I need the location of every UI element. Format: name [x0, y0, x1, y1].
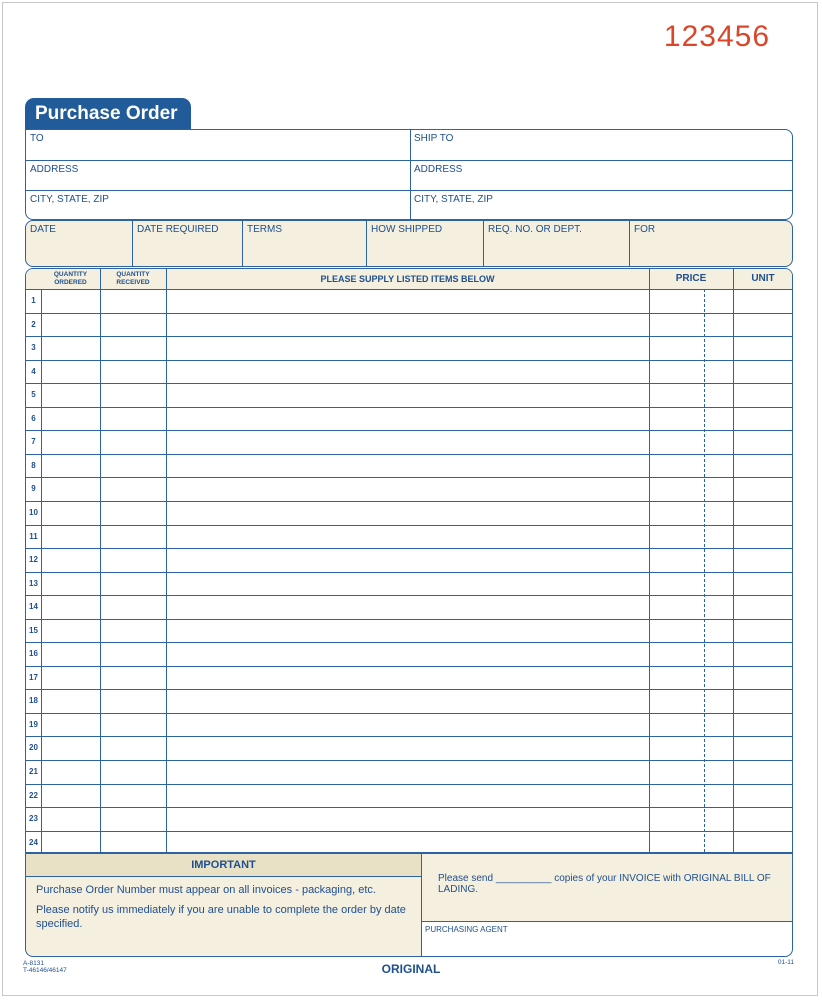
city-state-zip-field[interactable]: CITY, STATE, ZIP: [26, 190, 410, 220]
row-divider: [26, 689, 792, 690]
row-divider: [26, 313, 792, 314]
qty-ordered-header: QUANTITY ORDERED: [53, 271, 88, 286]
row-divider: [26, 430, 792, 431]
for-field[interactable]: FOR: [634, 224, 656, 235]
how-shipped-field[interactable]: HOW SHIPPED: [367, 221, 484, 266]
row-number: 8: [31, 460, 36, 470]
row-number: 1: [31, 296, 36, 305]
important-box: [25, 853, 422, 957]
column-divider: [100, 269, 101, 852]
invoice-instructions-box: [421, 853, 793, 957]
description-header: PLEASE SUPPLY LISTED ITEMS BELOW: [320, 274, 495, 284]
row-divider: [26, 477, 792, 478]
row-number: 23: [29, 814, 38, 824]
column-divider: [166, 269, 167, 852]
row-number: 9: [31, 484, 36, 494]
row-number: 18: [29, 696, 38, 706]
row-divider: [26, 501, 792, 502]
date-required-field[interactable]: DATE REQUIRED: [133, 221, 243, 266]
date-field[interactable]: DATE: [26, 221, 133, 266]
important-heading: IMPORTANT: [26, 853, 421, 877]
row-number: 21: [29, 767, 38, 776]
row-number: 12: [29, 555, 38, 565]
row-divider: [26, 383, 792, 384]
row-divider: [26, 784, 792, 785]
address-field[interactable]: ADDRESS: [26, 160, 410, 190]
terms-field[interactable]: TERMS: [243, 221, 367, 266]
row-divider: [26, 713, 792, 714]
address-block: [25, 129, 793, 220]
row-divider: [26, 619, 792, 620]
row-number: 2: [31, 319, 36, 329]
ship-city-state-zip-field[interactable]: CITY, STATE, ZIP: [410, 190, 792, 220]
row-divider: [26, 360, 792, 361]
ship-to-column: [410, 130, 792, 219]
row-number: 24: [29, 837, 38, 847]
row-number: 22: [29, 790, 38, 800]
important-note-2: Please notify us immediately if you are unable to complete the order by date specified.: [36, 904, 406, 930]
row-divider: [26, 807, 792, 808]
row-divider: [26, 642, 792, 643]
row-number: 11: [29, 531, 38, 541]
row-divider: [26, 572, 792, 573]
row-number: 13: [29, 578, 38, 588]
row-number: 14: [29, 602, 38, 612]
invoice-instructions: Please send __________ copies of your INVOICE with ORIGINAL BILL OF LADING.: [422, 853, 792, 922]
revision-date: 01-11: [777, 959, 794, 966]
row-number: 5: [31, 390, 36, 400]
row-divider: [26, 736, 792, 737]
row-divider: [26, 407, 792, 408]
row-divider: [26, 831, 792, 832]
row-number: 3: [31, 343, 36, 353]
ship-to-field[interactable]: SHIP TO: [414, 133, 454, 144]
column-divider: [649, 269, 650, 852]
row-number: 19: [29, 719, 38, 729]
column-divider: [41, 289, 42, 852]
price-header: PRICE: [675, 273, 707, 284]
row-number: 6: [31, 413, 36, 423]
column-divider: [733, 269, 734, 852]
form-code-line-1: A-8131: [23, 960, 44, 967]
copy-label: ORIGINAL: [381, 962, 441, 976]
row-divider: [26, 454, 792, 455]
price-cents-divider: [704, 289, 705, 852]
form-code-line-2: T-46146/46147: [23, 967, 67, 974]
row-divider: [26, 548, 792, 549]
order-info-row: [25, 220, 793, 267]
form-title: Purchase Order: [25, 98, 191, 130]
qty-received-header: QUANTITY RECEIVED: [116, 271, 150, 286]
items-table: [25, 268, 793, 853]
row-number: 15: [29, 625, 38, 635]
row-number: 4: [31, 366, 36, 376]
bill-to-column: [26, 130, 411, 219]
row-divider: [26, 760, 792, 761]
row-number: 20: [29, 743, 38, 753]
form-number: 123456: [663, 20, 770, 53]
req-no-dept-field[interactable]: REQ. NO. OR DEPT.: [484, 221, 630, 266]
row-number: 10: [29, 507, 38, 517]
row-divider: [26, 666, 792, 667]
ship-address-field[interactable]: ADDRESS: [410, 160, 792, 190]
row-divider: [26, 336, 792, 337]
row-number: 16: [29, 649, 38, 659]
to-field[interactable]: TO: [30, 133, 44, 144]
row-divider: [26, 595, 792, 596]
purchasing-agent-field[interactable]: PURCHASING AGENT: [425, 925, 508, 934]
row-number: 7: [31, 437, 36, 447]
row-divider: [26, 525, 792, 526]
important-note-1: Purchase Order Number must appear on all invoices - packaging, etc.: [36, 884, 376, 896]
row-number: 17: [29, 672, 38, 682]
unit-header: UNIT: [751, 273, 775, 284]
